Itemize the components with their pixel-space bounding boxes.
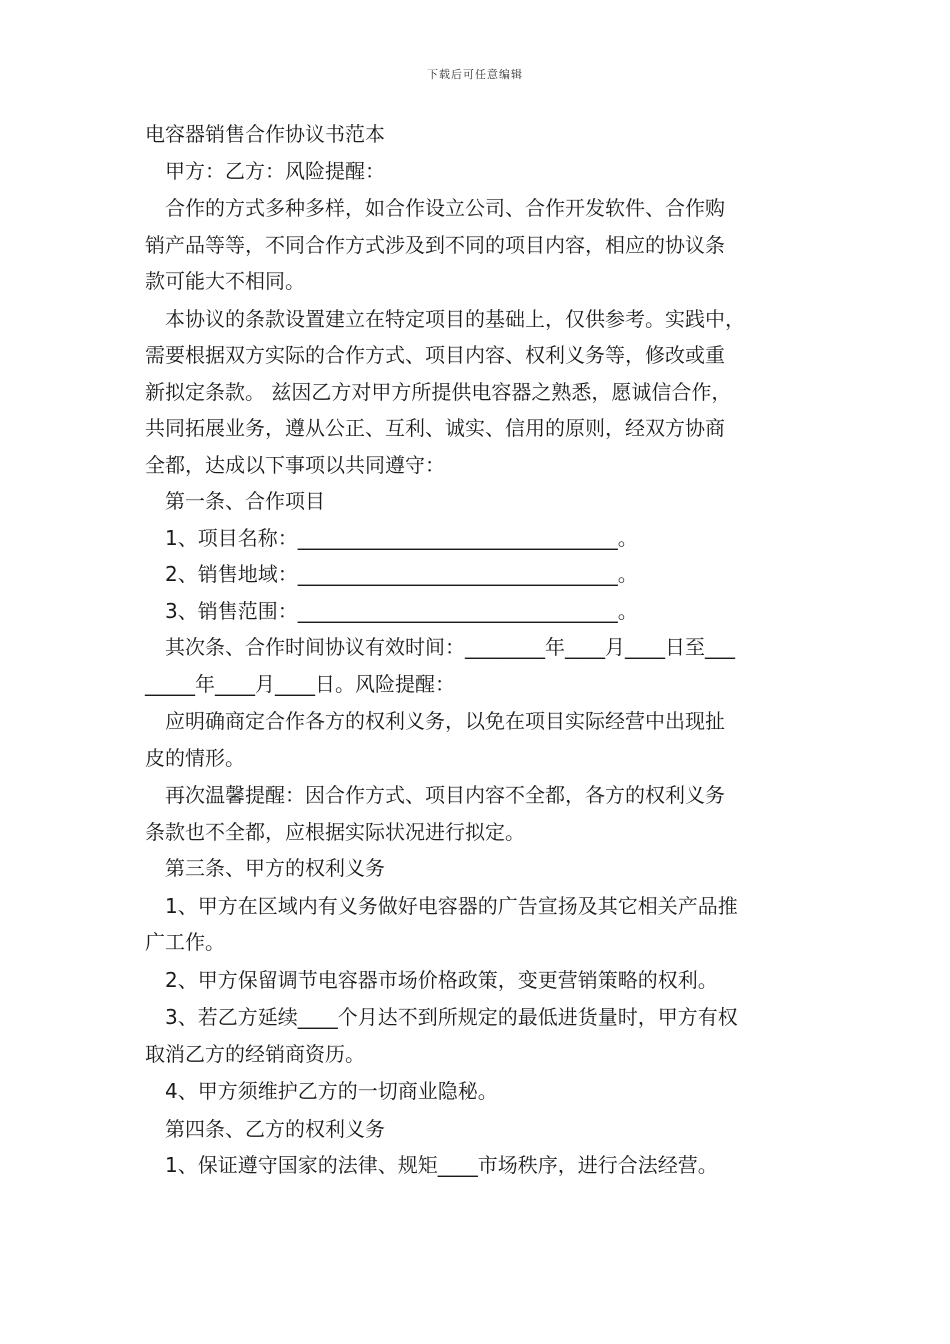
section-heading: 第三条、甲方的权利义务: [165, 856, 385, 880]
paragraph-line: 销产品等等，不同合作方式涉及到不同的项目内容，相应的协议条: [145, 232, 725, 257]
clause-line: 3、若乙方延续____个月达不到所规定的最低进货量时，甲方有权: [165, 1005, 738, 1029]
paragraph-line: 再次温馨提醒：因合作方式、项目内容不全都，各方的权利义务: [165, 783, 725, 807]
clause-line: 2、甲方保留调节电容器市场价格政策，变更营销策略的权利。: [165, 967, 718, 992]
section-heading: 其次条、合作时间协议有效时间：________年____月____日至___: [165, 635, 735, 659]
clause-line: 2、销售地域：________________________________。: [165, 562, 638, 586]
parties-line: 甲方：乙方：风险提醒：: [165, 158, 385, 183]
paragraph-line: 新拟定条款。 兹因乙方对甲方所提供电容器之熟悉，愿诚信合作，: [145, 379, 732, 404]
clause-line: 1、甲方在区域内有义务做好电容器的广告宣扬及其它相关产品推: [165, 893, 738, 918]
clause-line: 广工作。: [145, 930, 225, 954]
paragraph-line: 皮的情形。: [145, 745, 245, 770]
paragraph-line: 共同拓展业务，遵从公正、互利、诚实、信用的原则，经双方协商: [145, 416, 725, 440]
paragraph-line: 合作的方式多种多样，如合作设立公司、合作开发软件、合作购: [165, 196, 725, 220]
clause-line: 3、销售范围：________________________________。: [165, 598, 638, 623]
clause-line: 1、保证遵守国家的法律、规矩____市场秩序，进行合法经营。: [165, 1153, 718, 1177]
paragraph-line: 全都，达成以下事项以共同遵守：: [145, 452, 445, 477]
clause-line: 1、项目名称：________________________________。: [165, 525, 638, 550]
clause-line: 取消乙方的经销商资历。: [145, 1041, 365, 1066]
paragraph-line: 本协议的条款设置建立在特定项目的基础上，仅供参考。实践中，: [165, 306, 745, 331]
paragraph-line: 条款也不全都，应根据实际状况进行拟定。: [145, 819, 525, 844]
paragraph-line: _____年____月____日。风险提醒：: [145, 671, 455, 696]
paragraph-line: 应明确商定合作各方的权利义务，以免在项目实际经营中出现扯: [165, 709, 725, 733]
section-heading: 第四条、乙方的权利义务: [165, 1116, 385, 1141]
paragraph-line: 款可能大不相同。: [145, 269, 305, 293]
document-body: [145, 116, 815, 1184]
page-header-note: 下载后可任意编辑: [427, 68, 523, 81]
document-title: 电容器销售合作协议书范本: [145, 122, 385, 146]
section-heading: 第一条、合作项目: [165, 489, 325, 513]
paragraph-line: 需要根据双方实际的合作方式、项目内容、权利义务等，修改或重: [145, 343, 725, 367]
clause-line: 4、甲方须维护乙方的一切商业隐秘。: [165, 1079, 498, 1103]
